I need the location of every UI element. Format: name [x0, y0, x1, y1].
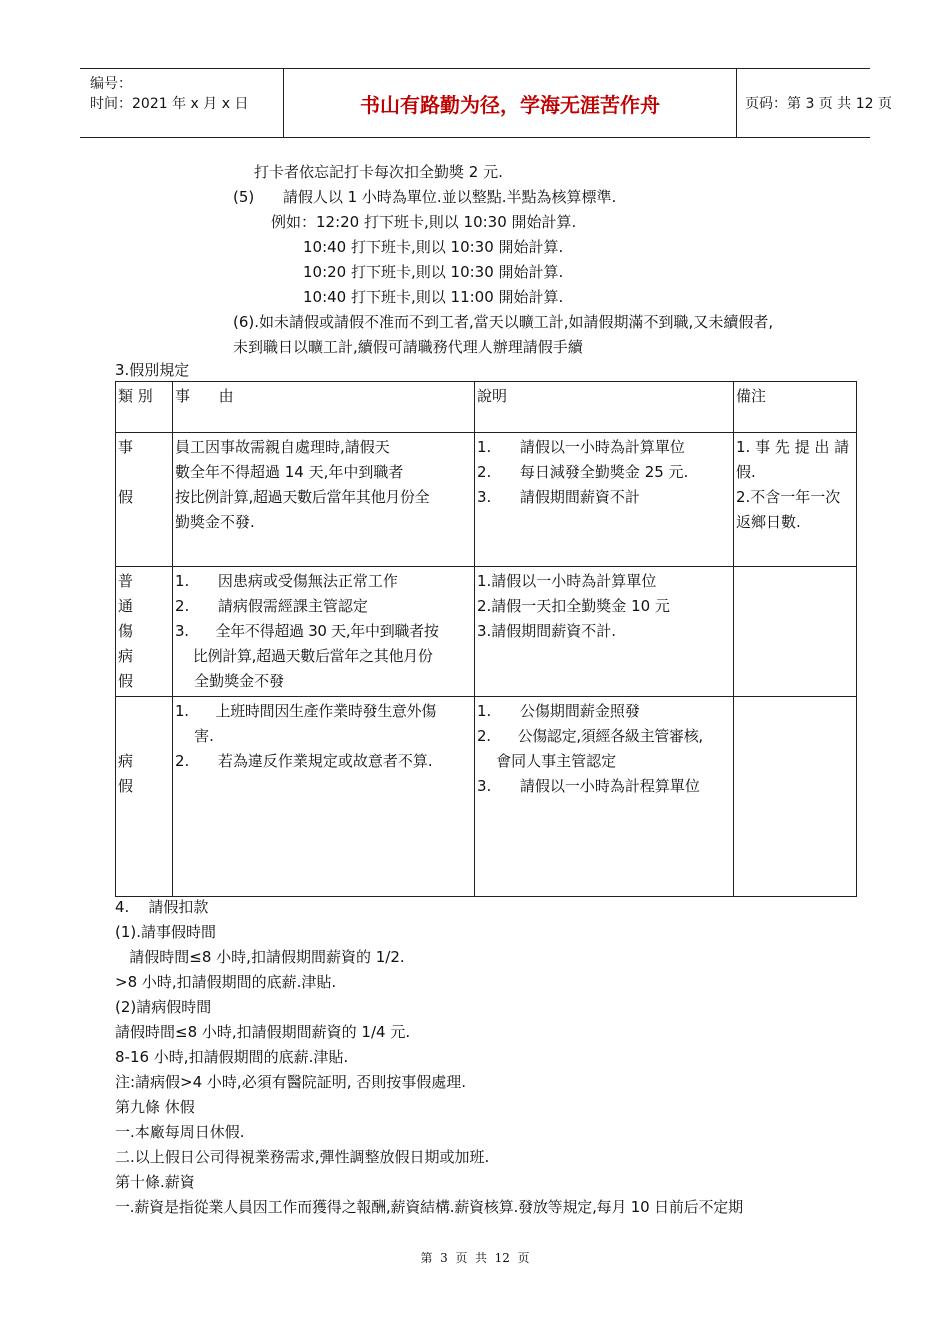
category-char: 傷	[118, 622, 134, 640]
explain-line: 1.請假以一小時為計算單位	[477, 572, 657, 590]
body-line: 一.薪資是指從業人員因工作而獲得之報酬,薪資結構.薪資核算.發放等規定,每月 10 日前后不定期	[115, 1198, 743, 1216]
intro-line: 10:20 打下班卡,則以 10:30 開始計算.	[303, 263, 564, 281]
body-line: 注:請病假>4 小時,必須有醫院証明, 否則按事假處理.	[115, 1073, 467, 1091]
explain-cell	[475, 697, 734, 897]
reason-cell	[173, 433, 475, 567]
category-char: 假	[118, 672, 134, 690]
header-cell: 事 由	[173, 382, 475, 433]
body-line: 4. 請假扣款	[115, 898, 209, 916]
category-char	[118, 460, 170, 485]
note-line: 2.不含一年一次	[736, 488, 841, 506]
body-line: 第十條.薪資	[115, 1173, 195, 1191]
explain-line: 2. 每日減發全勤獎金 25 元.	[477, 463, 689, 481]
note-line: 返鄉日數.	[736, 513, 801, 531]
category-cell	[116, 567, 173, 697]
intro-line: (5) 請假人以 1 小時為單位.並以整點.半點為核算標準.	[233, 188, 617, 206]
intro-line: 未到職日以曠工計,續假可請職務代理人辦理請假手續	[233, 338, 583, 356]
reason-line: 害.	[175, 727, 214, 745]
note-line: 1. 事 先 提 出 請	[736, 438, 850, 456]
explain-line: 1. 請假以一小時為計算單位	[477, 438, 685, 456]
category-cell	[116, 433, 173, 567]
note-line: 假.	[736, 463, 756, 481]
reason-line: 數全年不得超過 14 天,年中到職者	[175, 463, 404, 481]
explain-line: 2.請假一天扣全勤獎金 10 元	[477, 597, 670, 615]
body-line: (1).請事假時間	[115, 923, 217, 941]
category-char	[118, 699, 170, 724]
body-line: 第九條 休假	[115, 1098, 195, 1116]
category-char	[118, 724, 170, 749]
body-line: >8 小時,扣請假期間的底薪.津貼.	[115, 973, 337, 991]
intro-line: (6).如未請假或請假不准而不到工者,當天以曠工計,如請假期滿不到職,又未續假者,	[233, 313, 774, 331]
note-cell	[734, 433, 857, 567]
reason-line: 3. 全年不得超過 30 天,年中到職者按	[175, 622, 439, 640]
table-header-row	[116, 382, 857, 433]
reason-line: 比例計算,超過天數后當年之其他月份	[175, 647, 433, 665]
reason-line: 1. 因患病或受傷無法正常工作	[175, 572, 398, 590]
table-row	[116, 567, 857, 697]
body-line: 二.以上假日公司得視業務需求,彈性調整放假日期或加班.	[115, 1148, 490, 1166]
explain-line: 1. 公傷期間薪金照發	[477, 702, 640, 720]
number-label: 编号：	[90, 76, 132, 92]
page-header	[80, 68, 892, 138]
intro-line: 10:40 打下班卡,則以 10:30 開始計算.	[303, 238, 564, 256]
reason-cell	[173, 567, 475, 697]
header-page-label: 页码：第 3 页 共 12 页	[745, 96, 892, 112]
reason-line: 2. 請病假需經課主管認定	[175, 597, 368, 615]
reason-cell	[173, 697, 475, 897]
reason-line: 2. 若為違反作業規定或故意者不算.	[175, 752, 433, 770]
header-meta	[80, 69, 283, 137]
body-line: 一.本廠每周日休假.	[115, 1123, 245, 1141]
category-char: 通	[118, 597, 134, 615]
category-char: 事	[118, 438, 134, 456]
note-cell	[734, 567, 857, 697]
category-char: 病	[118, 752, 134, 770]
header-cell: 說明	[475, 382, 734, 433]
reason-line: 按比例計算,超過天數后當年其他月份全	[175, 488, 430, 506]
explain-line: 會同人事主管認定	[477, 752, 617, 770]
time-label: 时间：2021 年 x 月 x 日	[90, 96, 249, 112]
header-cell: 類 別	[116, 382, 173, 433]
body-line: 8-16 小時,扣請假期間的底薪.津貼.	[115, 1048, 349, 1066]
reason-line: 員工因事故需親自處理時,請假天	[175, 438, 390, 456]
body-line: 請假時間≤8 小時,扣請假期間薪資的 1/2.	[115, 948, 405, 966]
explain-cell	[475, 433, 734, 567]
explain-line: 3. 請假以一小時為計程算單位	[477, 777, 700, 795]
reason-line: 1. 上班時間因生產作業時發生意外傷	[175, 702, 437, 720]
explain-line: 2. 公傷認定,須經各級主管審核,	[477, 727, 703, 745]
category-char: 普	[118, 572, 134, 590]
intro-line: 打卡者依忘記打卡每次扣全勤獎 2 元.	[254, 163, 503, 181]
leave-types-table	[115, 381, 857, 897]
note-cell	[734, 697, 857, 897]
intro-line: 10:40 打下班卡,則以 11:00 開始計算.	[303, 288, 564, 306]
explain-line: 3.請假期間薪資不計.	[477, 622, 617, 640]
body-line: 請假時間≤8 小時,扣請假期間薪資的 1/4 元.	[115, 1023, 411, 1041]
table-row	[116, 697, 857, 897]
page-footer: 第 3 页 共 12 页	[420, 1251, 530, 1265]
category-cell	[116, 697, 173, 897]
category-char: 假	[118, 488, 134, 506]
body-line: (2)請病假時間	[115, 998, 212, 1016]
category-char: 假	[118, 777, 134, 795]
category-char: 病	[118, 647, 134, 665]
header-slogan: 书山有路勤为径，学海无涯苦作舟	[283, 69, 737, 137]
header-cell: 備注	[734, 382, 857, 433]
explain-line: 3. 請假期間薪資不計	[477, 488, 640, 506]
explain-cell	[475, 567, 734, 697]
reason-line: 勤獎金不發.	[175, 513, 255, 531]
intro-line: 例如：12:20 打下班卡,則以 10:30 開始計算.	[271, 213, 577, 231]
section-title: 3.假別規定	[115, 361, 190, 379]
reason-line: 全勤獎金不發	[175, 672, 285, 690]
table-row	[116, 433, 857, 567]
